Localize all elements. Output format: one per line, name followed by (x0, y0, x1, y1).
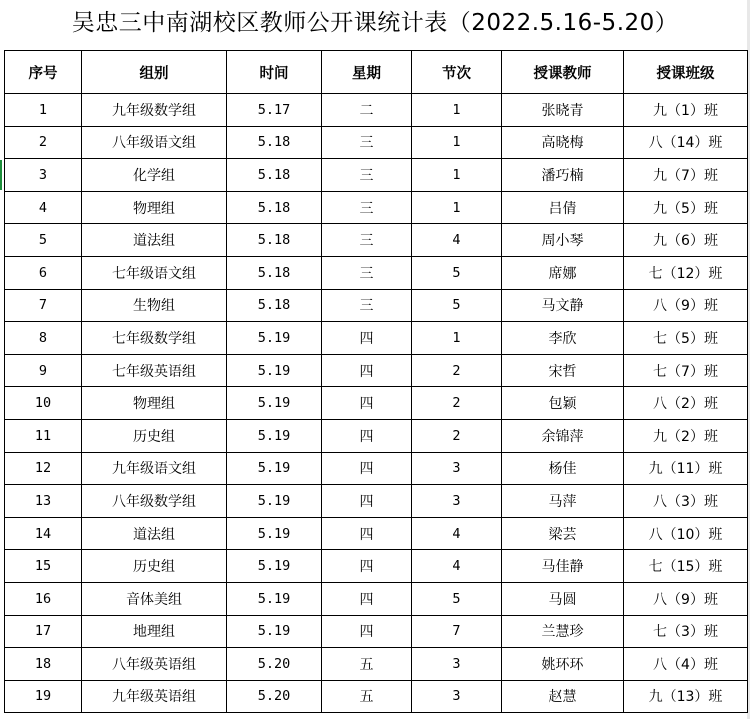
cell-teacher[interactable]: 席娜 (502, 256, 624, 289)
cell-date[interactable]: 5.20 (227, 680, 322, 713)
cell-weekday[interactable]: 四 (322, 550, 412, 583)
cell-teacher[interactable]: 余锦萍 (502, 419, 624, 452)
cell-index[interactable]: 9 (5, 354, 82, 387)
cell-index[interactable]: 17 (5, 615, 82, 648)
cell-class[interactable]: 九（5）班 (624, 191, 748, 224)
cell-date[interactable]: 5.19 (227, 354, 322, 387)
cell-date[interactable]: 5.20 (227, 648, 322, 681)
cell-group[interactable]: 物理组 (82, 387, 227, 420)
cell-group[interactable]: 地理组 (82, 615, 227, 648)
cell-date[interactable]: 5.19 (227, 550, 322, 583)
cell-period[interactable]: 5 (412, 256, 502, 289)
cell-teacher[interactable]: 杨佳 (502, 452, 624, 485)
cell-date[interactable]: 5.18 (227, 224, 322, 257)
cell-period[interactable]: 1 (412, 94, 502, 127)
cell-date[interactable]: 5.18 (227, 126, 322, 159)
cell-period[interactable]: 1 (412, 322, 502, 355)
cell-weekday[interactable]: 三 (322, 256, 412, 289)
cell-group[interactable]: 道法组 (82, 224, 227, 257)
cell-date[interactable]: 5.19 (227, 419, 322, 452)
cell-class[interactable]: 九（1）班 (624, 94, 748, 127)
cell-group[interactable]: 七年级英语组 (82, 354, 227, 387)
cell-index[interactable]: 7 (5, 289, 82, 322)
cell-weekday[interactable]: 四 (322, 452, 412, 485)
lesson-table (4, 50, 748, 713)
cell-period[interactable]: 3 (412, 452, 502, 485)
cell-group[interactable]: 七年级数学组 (82, 322, 227, 355)
cell-period[interactable]: 4 (412, 224, 502, 257)
cell-class[interactable]: 九（11）班 (624, 452, 748, 485)
cell-class[interactable]: 八（10）班 (624, 517, 748, 550)
cell-date[interactable]: 5.18 (227, 289, 322, 322)
cell-period[interactable]: 2 (412, 419, 502, 452)
cell-date[interactable]: 5.17 (227, 94, 322, 127)
cell-index[interactable]: 11 (5, 419, 82, 452)
cell-index[interactable]: 13 (5, 485, 82, 518)
cell-class[interactable]: 八（2）班 (624, 387, 748, 420)
cell-class[interactable]: 七（12）班 (624, 256, 748, 289)
cell-index[interactable]: 18 (5, 648, 82, 681)
table-row (5, 387, 748, 420)
cell-date[interactable]: 5.18 (227, 256, 322, 289)
cell-date[interactable]: 5.19 (227, 582, 322, 615)
cell-teacher[interactable]: 姚环环 (502, 648, 624, 681)
cell-index[interactable]: 16 (5, 582, 82, 615)
table-row (5, 354, 748, 387)
cell-class[interactable]: 八（3）班 (624, 485, 748, 518)
cell-class[interactable]: 九（2）班 (624, 419, 748, 452)
cell-group[interactable]: 物理组 (82, 191, 227, 224)
cell-class[interactable]: 七（15）班 (624, 550, 748, 583)
cell-date[interactable]: 5.18 (227, 191, 322, 224)
cell-weekday[interactable]: 四 (322, 354, 412, 387)
header-cell-date[interactable]: 时间 (227, 51, 322, 94)
sheet-title[interactable]: 吴忠三中南湖校区教师公开课统计表（2022.5.16-5.20） (71, 10, 679, 36)
cell-group[interactable]: 七年级语文组 (82, 256, 227, 289)
table-row (5, 648, 748, 681)
cell-period[interactable]: 4 (412, 517, 502, 550)
table-row (5, 485, 748, 518)
cell-period[interactable]: 3 (412, 485, 502, 518)
cell-weekday[interactable]: 三 (322, 191, 412, 224)
cell-index[interactable]: 5 (5, 224, 82, 257)
cell-index[interactable]: 4 (5, 191, 82, 224)
cell-weekday[interactable]: 四 (322, 582, 412, 615)
cell-teacher[interactable]: 马圆 (502, 582, 624, 615)
cell-period[interactable]: 1 (412, 126, 502, 159)
table-row (5, 615, 748, 648)
table-row (5, 224, 748, 257)
cell-weekday[interactable]: 四 (322, 322, 412, 355)
table-row (5, 126, 748, 159)
cell-class[interactable]: 九（7）班 (624, 159, 748, 192)
cell-weekday[interactable]: 五 (322, 648, 412, 681)
cell-group[interactable]: 九年级数学组 (82, 94, 227, 127)
cell-group[interactable]: 历史组 (82, 550, 227, 583)
cell-index[interactable]: 14 (5, 517, 82, 550)
table-row (5, 419, 748, 452)
cell-class[interactable]: 九（13）班 (624, 680, 748, 713)
table-row (5, 517, 748, 550)
cell-index[interactable]: 2 (5, 126, 82, 159)
cell-period[interactable]: 2 (412, 354, 502, 387)
cell-teacher[interactable]: 马萍 (502, 485, 624, 518)
cell-group[interactable]: 八年级英语组 (82, 648, 227, 681)
cell-weekday[interactable]: 四 (322, 485, 412, 518)
cell-index[interactable]: 6 (5, 256, 82, 289)
cell-weekday[interactable]: 四 (322, 517, 412, 550)
cell-date[interactable]: 5.18 (227, 159, 322, 192)
cell-group[interactable]: 九年级英语组 (82, 680, 227, 713)
header-cell-class[interactable]: 授课班级 (624, 51, 748, 94)
cell-weekday[interactable]: 四 (322, 615, 412, 648)
cell-date[interactable]: 5.19 (227, 615, 322, 648)
cell-period[interactable]: 5 (412, 289, 502, 322)
table-row (5, 191, 748, 224)
cell-period[interactable]: 5 (412, 582, 502, 615)
table-body (5, 94, 748, 713)
table-row (5, 289, 748, 322)
cell-period[interactable]: 3 (412, 648, 502, 681)
table-row (5, 159, 748, 192)
cell-teacher[interactable]: 潘巧楠 (502, 159, 624, 192)
cell-date[interactable]: 5.19 (227, 517, 322, 550)
cell-group[interactable]: 历史组 (82, 419, 227, 452)
cell-group[interactable]: 生物组 (82, 289, 227, 322)
header-cell-weekday[interactable]: 星期 (322, 51, 412, 94)
cell-teacher[interactable]: 李欣 (502, 322, 624, 355)
cell-class[interactable]: 七（7）班 (624, 354, 748, 387)
header-cell-index[interactable]: 序号 (5, 51, 82, 94)
cell-class[interactable]: 八（4）班 (624, 648, 748, 681)
cell-teacher[interactable]: 马佳静 (502, 550, 624, 583)
header-cell-teacher[interactable]: 授课教师 (502, 51, 624, 94)
cell-period[interactable]: 1 (412, 191, 502, 224)
cell-teacher[interactable]: 兰慧珍 (502, 615, 624, 648)
cell-weekday[interactable]: 三 (322, 126, 412, 159)
cell-date[interactable]: 5.19 (227, 322, 322, 355)
cell-teacher[interactable]: 包颖 (502, 387, 624, 420)
cell-group[interactable]: 化学组 (82, 159, 227, 192)
cell-weekday[interactable]: 四 (322, 419, 412, 452)
cell-weekday[interactable]: 三 (322, 159, 412, 192)
active-cell-indicator (0, 160, 2, 190)
cell-class[interactable]: 九（6）班 (624, 224, 748, 257)
cell-group[interactable]: 九年级语文组 (82, 452, 227, 485)
cell-teacher[interactable]: 吕倩 (502, 191, 624, 224)
header-cell-period[interactable]: 节次 (412, 51, 502, 94)
cell-group[interactable]: 八年级语文组 (82, 126, 227, 159)
cell-group[interactable]: 音体美组 (82, 582, 227, 615)
cell-group[interactable]: 八年级数学组 (82, 485, 227, 518)
header-cell-group[interactable]: 组别 (82, 51, 227, 94)
cell-index[interactable]: 8 (5, 322, 82, 355)
header-row (5, 51, 748, 94)
table-row (5, 256, 748, 289)
cell-teacher[interactable]: 赵慧 (502, 680, 624, 713)
cell-group[interactable]: 道法组 (82, 517, 227, 550)
cell-period[interactable]: 7 (412, 615, 502, 648)
cell-index[interactable]: 12 (5, 452, 82, 485)
cell-index[interactable]: 10 (5, 387, 82, 420)
cell-period[interactable]: 1 (412, 159, 502, 192)
cell-class[interactable]: 七（5）班 (624, 322, 748, 355)
cell-period[interactable]: 2 (412, 387, 502, 420)
cell-teacher[interactable]: 高晓梅 (502, 126, 624, 159)
cell-class[interactable]: 八（9）班 (624, 289, 748, 322)
cell-period[interactable]: 4 (412, 550, 502, 583)
table-row (5, 94, 748, 127)
cell-weekday[interactable]: 二 (322, 94, 412, 127)
table-row (5, 452, 748, 485)
cell-teacher[interactable]: 梁芸 (502, 517, 624, 550)
cell-index[interactable]: 3 (5, 159, 82, 192)
cell-teacher[interactable]: 周小琴 (502, 224, 624, 257)
cell-class[interactable]: 七（3）班 (624, 615, 748, 648)
cell-teacher[interactable]: 张晓青 (502, 94, 624, 127)
cell-date[interactable]: 5.19 (227, 452, 322, 485)
cell-teacher[interactable]: 宋哲 (502, 354, 624, 387)
cell-class[interactable]: 八（14）班 (624, 126, 748, 159)
cell-index[interactable]: 1 (5, 94, 82, 127)
cell-class[interactable]: 八（9）班 (624, 582, 748, 615)
cell-weekday[interactable]: 三 (322, 224, 412, 257)
cell-weekday[interactable]: 四 (322, 387, 412, 420)
cell-index[interactable]: 19 (5, 680, 82, 713)
table-row (5, 582, 748, 615)
table-row (5, 680, 748, 713)
table-row (5, 550, 748, 583)
cell-index[interactable]: 15 (5, 550, 82, 583)
table-row (5, 322, 748, 355)
cell-teacher[interactable]: 马文静 (502, 289, 624, 322)
cell-date[interactable]: 5.19 (227, 485, 322, 518)
cell-date[interactable]: 5.19 (227, 387, 322, 420)
cell-weekday[interactable]: 五 (322, 680, 412, 713)
cell-period[interactable]: 3 (412, 680, 502, 713)
cell-weekday[interactable]: 三 (322, 289, 412, 322)
